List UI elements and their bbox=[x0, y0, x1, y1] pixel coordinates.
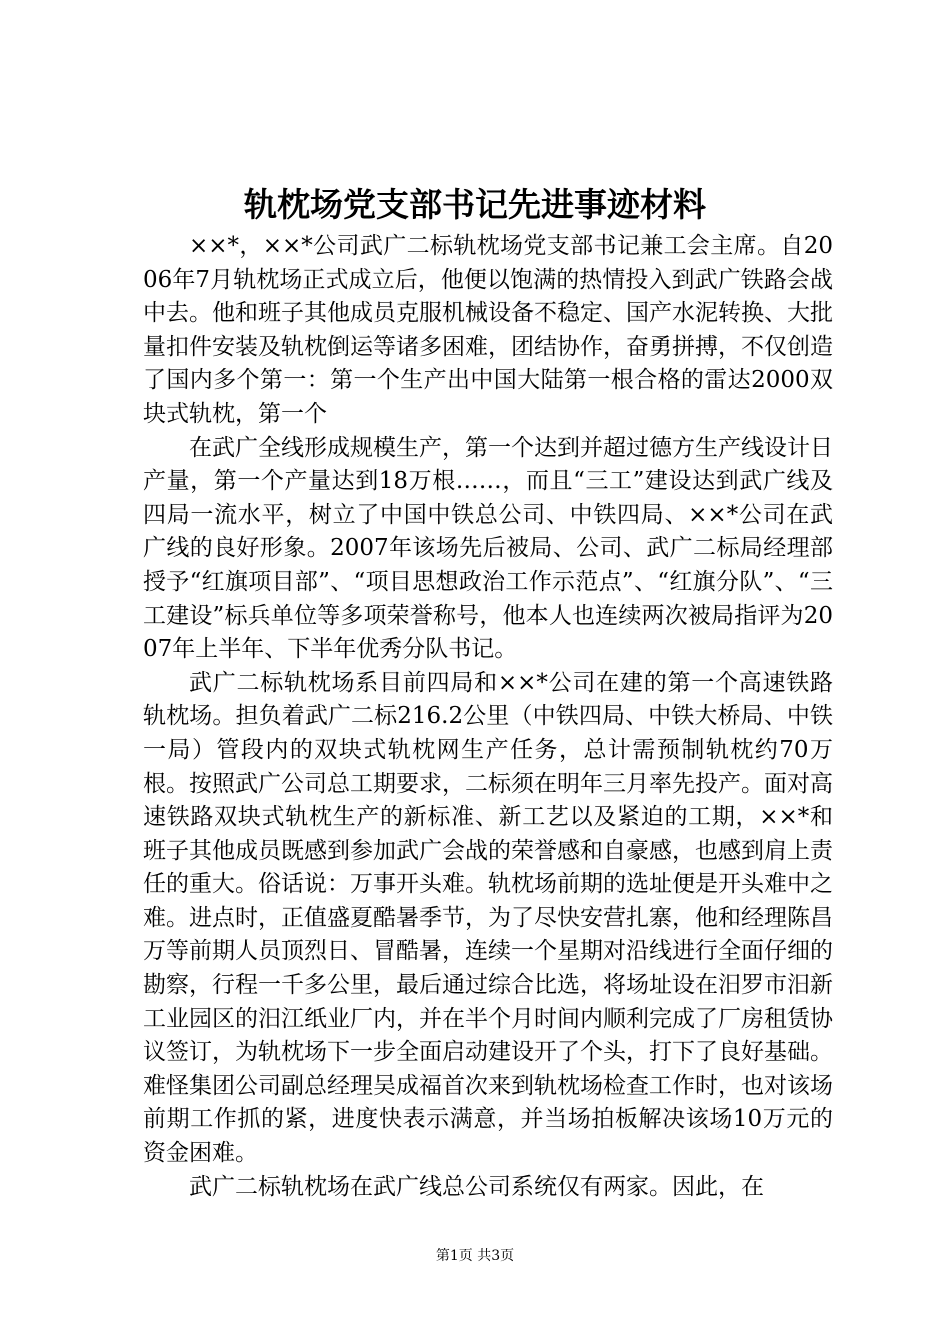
document-body bbox=[143, 230, 833, 1204]
paragraph-2: 在武广全线形成规模生产，第一个达到并超过德方生产线设计日产量，第一个产量达到18万根……，而且“三工”建设达到武广线及四局一流水平，树立了中国中铁总公司、中铁四局、××*公司在武广线的良好形象。2007年该场先后被局、公司、武广二标局经理部授予“红旗项目部”、“项目思想政治工作示范点”、“红旗分队”、“三工建设”标兵单位等多项荣誉称号，他本人也连续两次被局指评为2007年上半年、下半年优秀分队书记。 bbox=[143, 434, 833, 663]
page-number-footer: 第1页 共3页 bbox=[435, 1248, 515, 1264]
paragraph-3: 武广二标轨枕场系目前四局和××*公司在建的第一个高速铁路轨枕场。担负着武广二标216.2公里（中铁四局、中铁大桥局、中铁一局）管段内的双块式轨枕网生产任务，总计需预制轨枕约70万根。按照武广公司总工期要求，二标须在明年三月率先投产。面对高速铁路双块式轨枕生产的新标准、新工艺以及紧迫的工期，××*和班子其他成员既感到参加武广会战的荣誉感和自豪感，也感到肩上责任的重大。俗话说：万事开头难。轨枕场前期的选址便是开头难中之难。进点时，正值盛夏酷暑季节，为了尽快安营扎寨，他和经理陈昌万等前期人员顶烈日、冒酷暑，连续一个星期对沿线进行全面仔细的勘察，行程一千多公里，最后通过综合比选，将场址设在汨罗市汨新工业园区的汨江纸业厂内，并在半个月时间内顺利完成了厂房租赁协议签订，为轨枕场下一步全面启动建设开了个头，打下了良好基础。难怪集团公司副总经理吴成福首次来到轨枕场检查工作时，也对该场前期工作抓的紧，进度快表示满意，并当场拍板解决该场10万元的资金困难。 bbox=[143, 669, 833, 1167]
paragraph-1: ××*，××*公司武广二标轨枕场党支部书记兼工会主席。自2006年7月轨枕场正式成立后，他便以饱满的热情投入到武广铁路会战中去。他和班子其他成员克服机械设备不稳定、国产水泥转换、大批量扣件安装及轨枕倒运等诸多困难，团结协作，奋勇拼搏，不仅创造了国内多个第一：第一个生产出中国大陆第一根合格的雷达2000双块式轨枕，第一个 bbox=[143, 233, 833, 427]
paragraph-4: 武广二标轨枕场在武广线总公司系统仅有两家。因此，在 bbox=[189, 1173, 764, 1200]
document-title: 轨枕场党支部书记先进事迹材料 bbox=[244, 185, 706, 224]
